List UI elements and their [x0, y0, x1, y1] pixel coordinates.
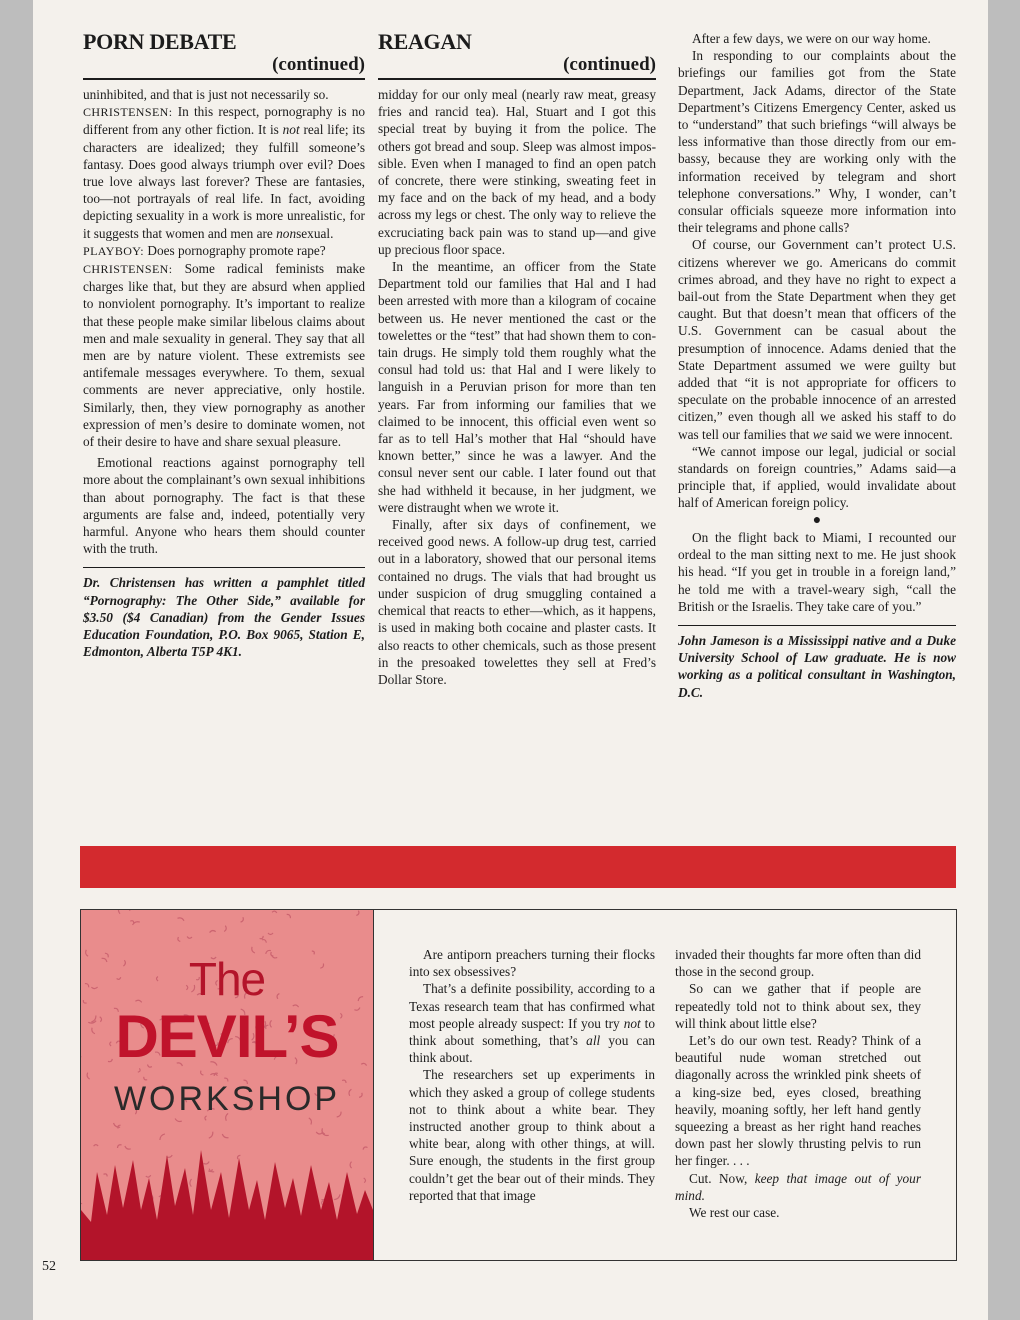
paragraph: uninhibited, and that is just not necessarily so.: [83, 87, 329, 102]
paragraph: PLAYBOY: Does pornography promote rape?: [83, 242, 326, 258]
author-bio: Dr. Christensen has written a pamphlet titled “Pornography: The Other Side,” available for $3.50 ($4 Canadian) from the Gender Issues Education Foundation, P.O. Box 9065, Station E, Edmonton, Alberta T5P 4K1.: [83, 575, 365, 660]
paragraph: Let’s do our own test. Ready? Think of a beautiful nude woman stretched out diagonally across the wrinkled pink sheets of a king-size bed, eyes closed, breathing heavily, moaning softly, her left hand gently squeezing a breast as her right hand reaches down past her slowly thrusting pelvis to run her finger. . . .: [675, 1033, 921, 1169]
devils-workshop-artwork: [81, 910, 374, 1260]
box-column-1: [409, 946, 655, 1204]
paragraph: The researchers set up experiments in which they asked a group of college students not to think about a white bear. They instructed another group to think about a white bear, along with other things, at will. Sure enough, the students in the first group couldn’t get the bear out of their minds. They reported that that image: [409, 1067, 655, 1203]
art-title-devils: DEVIL’S: [115, 1003, 339, 1070]
red-banner: [80, 846, 956, 888]
box-column-2: [675, 946, 921, 1221]
magazine-page: [33, 0, 988, 1320]
art-title-the: The: [188, 953, 266, 1005]
paragraph: On the flight back to Miami, I recounted our ordeal to the man sitting next to me. He just shook his head. “If you get in trouble in a foreign land,” he told me with a travel-weary sigh, “call the British or the Israelis. They take care of you.”: [678, 529, 956, 614]
reagan-continued: (continued): [378, 54, 656, 80]
art-title-workshop: WORKSHOP: [113, 1080, 341, 1118]
paragraph: So can we gather that if people are repeatedly told not to think about sex, they will think about little else?: [675, 981, 921, 1031]
paragraph: Finally, after six days of confinement, we received good news. A follow-up drug test, carried out in a laboratory, showed that our personal items contained no drugs. The vials that had brought us under suspicion of drug smuggling contained a chemical that reacts to ether—which, as it happens, is used in making both cocaine and plaster casts. It also reacts to other chemicals, such as those present in the presoaked towelettes they sell at Fred’s Dollar Store.: [378, 517, 656, 687]
paragraph: Are antiporn preachers turning their flocks into sex obsessives?: [409, 947, 655, 980]
paragraph: In the meantime, an officer from the State Department told our families that Hal and I had been arrested with more than a kilogram of cocaine between us. He never mentioned the cast or the towelettes or the “test” that had shown them to contain drugs. He simply told them roughly what the consul had told us: that Hal and I were likely to languish in a Peruvian prison for more than ten years. Far from informing our families that we claimed to be innocent, this official even went so far as to tell Hal’s mother that Hal “should have known better,” since he was a lawyer. And the consul never sent our cable. I later found out that she had withheld it because, in her judgment, we were distraught when we wrote it.: [378, 259, 656, 515]
author-bio: John Jameson is a Mississippi native and a Duke University School of Law graduate. He is now working as a political consultant in Washington, D.C.: [678, 632, 956, 700]
paragraph: After a few days, we were on our way home.: [692, 31, 931, 46]
porn-debate-title: PORN DEBATE: [83, 29, 237, 54]
divider: [678, 625, 956, 626]
paragraph: Emotional reactions against pornography tell more about the complainant’s own sexual inhibitions than about pornography. The fact is that these arguments are false and, indeed, potentially very harmful. Anyone who hears them should counter with the truth.: [83, 455, 365, 557]
paragraph: CHRISTENSEN: Some radical feminists make charges like that, but they are absurd when applied to nonviolent pornography. It’s important to realize that these people make similar libelous claims about men and male sexuality in general. They say that all men are by nature violent. These extremists see antifemale messages everywhere. To them, sexual comments are never appreciative, only hostile. Similarly, then, they view pornography as another expression of men’s desire to dominate women, not of their desire to have and share sexual pleasure.: [83, 261, 365, 450]
porn-debate-column: [83, 30, 365, 661]
reagan-column-continued: [678, 30, 956, 701]
flames-icon: [81, 1150, 373, 1260]
paragraph: “We cannot impose our legal, judicial or social standards on foreign countries,” Adams said—a principle that, if applied, would invalidate about half of American foreign policy.: [678, 443, 956, 511]
paragraph: midday for our only meal (nearly raw meat, greasy fries and rancid tea). Hal, Stuart and I got this special treat by buying it from the police. The others got bread and soup. Sleep was almost impossible. Even when I managed to find an open patch of concrete, there were stinking, sweating feet in my face and on the back of my head, and a body across my legs or chest. The only way to relieve the excruciating back pain was to stand up—and give up precious floor space.: [378, 87, 656, 257]
page-number: 52: [42, 1259, 56, 1274]
reagan-column: [378, 30, 656, 688]
devils-workshop-box: [80, 909, 957, 1261]
paragraph: Cut. Now, keep that image out of your mind.: [675, 1170, 921, 1203]
paragraph: In responding to our complaints about the briefings our families got from the State Department, Jack Adams, director of the State Department’s Citizens Emergency Center, asked us to “understand” that such briefings “will always be less informative than those directly from our embassy, because they are working only with the information received by telegram and short telephone conversations.” Why, I wonder, can’t consular officials squeeze more information into their telegrams and phone calls?: [678, 48, 956, 236]
paragraph: CHRISTENSEN: In this respect, pornography is no different from any other fiction. It is not real life; its characters are idealized; they fulfill someone’s fantasy. Does good always triumph over evil? Does true love always last forever? These are fantasies, too—not portrayals of real life. In fact, avoiding depicting sexuality in a work is more unrealistic, for it suggests that women and men are nonsexual.: [83, 104, 366, 241]
paragraph: We rest our case.: [689, 1205, 780, 1221]
section-separator: ●: [812, 512, 822, 528]
divider: [83, 567, 365, 568]
paragraph: That’s a definite possibility, according to a Texas research team that has confirmed what most people already suspect: If you try not to think about something, that’s all you can think about.: [409, 981, 656, 1066]
porn-debate-continued: (continued): [83, 54, 365, 80]
paragraph: invaded their thoughts far more often than did those in the second group.: [675, 947, 921, 980]
paragraph: Of course, our Government can’t protect U.S. citizens wherever we go. Americans do commit crimes abroad, and they have no right to expect a bail-out from the State Department when they get caught. But that doesn’t mean that officers of the U.S. Government can be casual about the presumption of innocence. Adams denied that the State Department assumed we were guilty but added that “it is not appropriate for officers to speculate on the probable innocence of an arrested citizen,” even though all we asked his staff to do was tell our families that we said we were innocent.: [678, 237, 956, 442]
reagan-title: REAGAN: [378, 29, 472, 54]
